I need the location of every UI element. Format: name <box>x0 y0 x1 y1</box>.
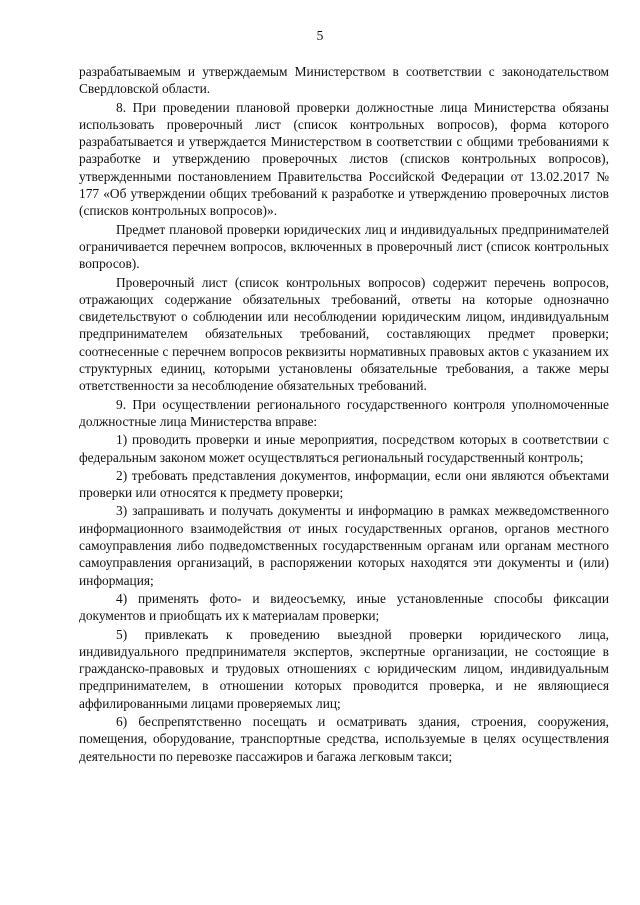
list-item-5: 5) привлекать к проведению выездной проверки юридического лица, индивидуального предпринимателя экспертов, экспертные организации, не состоящие в гражданско-правовых и трудовых отношениях с юридическим лицом, индивидуальным предпринимателем, в отношении которых проводится проверка, и не являющиеся аффилированными лицами проверяемых лиц; <box>79 626 609 711</box>
paragraph-checklist: Проверочный лист (список контрольных вопросов) содержит перечень вопросов, отражающих содержание обязательных требований, ответы на которые однозначно свидетельствуют о соблюдении или несоблюдении юридическим лицом, индивидуальным предпринимателем обязательных требований, составляющих предмет проверки; соотнесенные с перечнем вопросов реквизиты нормативных правовых актов с указанием их структурных единиц, которыми установлены обязательные требования, а также меры ответственности за несоблюдение обязательных требований. <box>79 274 609 394</box>
paragraph-item-9: 9. При осуществлении регионального государственного контроля уполномоченные должностные лица Министерства вправе: <box>79 396 609 429</box>
page-number: 5 <box>316 28 324 43</box>
paragraph-item-8: 8. При проведении плановой проверки должностные лица Министерства обязаны использовать проверочный лист (список контрольных вопросов), форма которого разрабатывается и утверждается Министерством в соответствии с общими требованиями к разработке и утверждению проверочных листов (списков контрольных вопросов), утвержденными постановлением Правительства Российской Федерации от 13.02.2017 № 177 «Об утверждении общих требований к разработке и утверждению проверочных листов (списков контрольных вопросов)». <box>79 99 609 219</box>
list-item-6: 6) беспрепятственно посещать и осматривать здания, строения, сооружения, помещения, оборудование, транспортные средства, используемые в целях осуществления деятельности по перевозке пассажиров и багажа легковым такси; <box>79 713 609 764</box>
paragraph-inspection-subject: Предмет плановой проверки юридических лиц и индивидуальных предпринимателей ограничивается перечнем вопросов, включенных в проверочный лист (список контрольных вопросов). <box>79 221 609 272</box>
list-item-4: 4) применять фото- и видеосъемку, иные установленные способы фиксации документов и приобщать их к материалам проверки; <box>79 590 609 624</box>
list-item-1: 1) проводить проверки и иные мероприятия, посредством которых в соответствии с федеральным законом может осуществляться региональный государственный контроль; <box>79 432 609 465</box>
paragraph-continuation: разрабатываемым и утверждаемым Министерством в соответствии с законодательством Свердловской области. <box>79 64 609 97</box>
list-item-3: 3) запрашивать и получать документы и информацию в рамках межведомственного информационного взаимодействия от иных государственных органов, органов местного самоуправления либо подведомственных государственным органам или органам местного самоуправления организаций, в распоряжении которых находятся эти документы и (или) информация; <box>79 503 609 588</box>
list-item-2: 2) требовать представления документов, информации, если они являются объектами проверки или относятся к предмету проверки; <box>79 467 609 501</box>
document-body <box>79 63 609 766</box>
